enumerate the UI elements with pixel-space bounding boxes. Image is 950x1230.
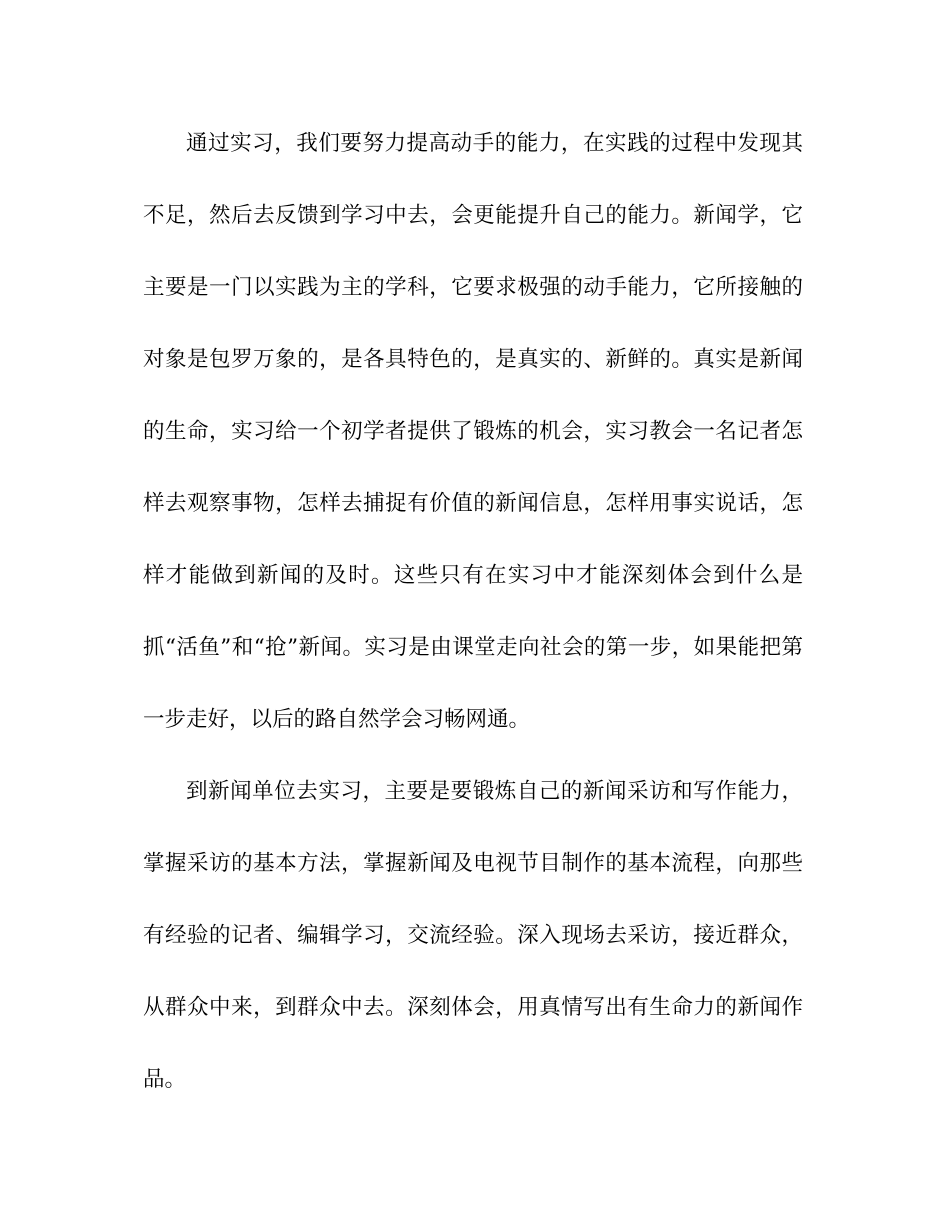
paragraph-1: 通过实习，我们要努力提高动手的能力，在实践的过程中发现其不足，然后去反馈到学习中去，会更能提升自己的能力。新闻学，它主要是一门以实践为主的学科，它要求极强的动手能力，它所接触的对象是包罗万象的，是各具特色的，是真实的、新鲜的。真实是新闻的生命，实习给一个初学者提供了锻炼的机会，实习教会一名记者怎样去观察事物，怎样去捕捉有价值的新闻信息，怎样用事实说话，怎样才能做到新闻的及时。这些只有在实习中才能深刻体会到什么是抓“活鱼”和“抢”新闻。实习是由课堂走向社会的第一步，如果能把第一步走好，以后的路自然学会习畅网通。 — [143, 131, 803, 732]
paragraph-2: 到新闻单位去实习，主要是要锻炼自己的新闻采访和写作能力，掌握采访的基本方法，掌握新闻及电视节目制作的基本流程，向那些有经验的记者、编辑学习，交流经验。深入现场去采访，接近群众，从群众中来，到群众中去。深刻体会，用真情写出有生命力的新闻作品。 — [143, 779, 803, 1092]
